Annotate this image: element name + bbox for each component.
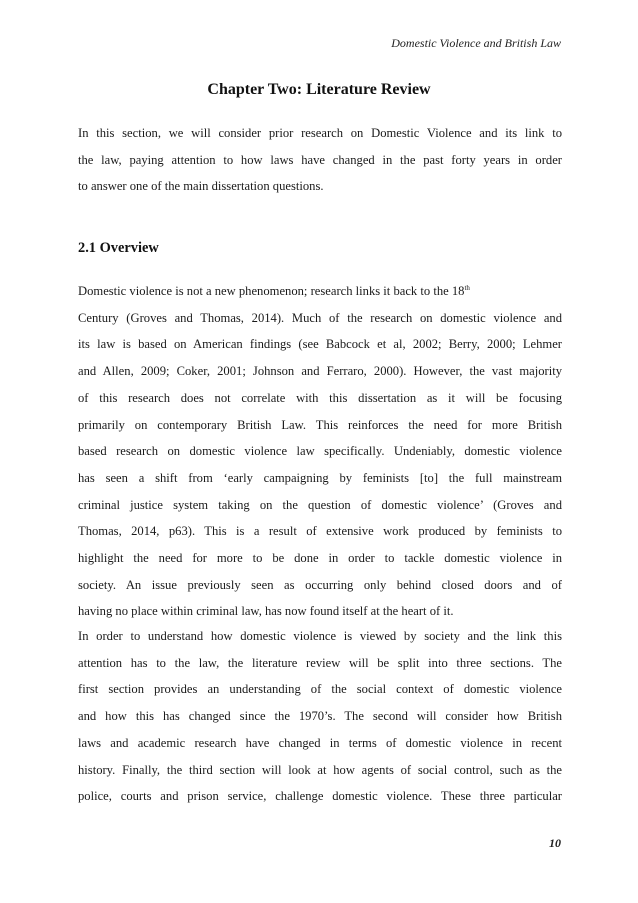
page-number: 10 (549, 836, 561, 850)
paragraph-line: highlight the need for more to be done in order to tackle domestic violence in (78, 551, 562, 566)
overview-paragraph-1 (78, 278, 562, 625)
paragraph-line-text: Domestic violence is not a new phenomenon; research links it back to the 18 (78, 284, 465, 298)
paragraph-line: society. An issue previously seen as occurring only behind closed doors and of (78, 577, 562, 592)
paragraph-line: history. Finally, the third section will look at how agents of social control, such as the (78, 762, 562, 777)
paragraph-line: having no place within criminal law, has now found itself at the heart of it. (78, 604, 454, 619)
paragraph-line: criminal justice system taking on the question of domestic violence’ (Groves and (78, 497, 562, 512)
paragraph-line: Century (Groves and Thomas, 2014). Much of the research on domestic violence and (78, 310, 562, 325)
chapter-title: Chapter Two: Literature Review (207, 81, 431, 98)
intro-paragraph (78, 120, 562, 200)
paragraph-line: police, courts and prison service, challenge domestic violence. These three particular (78, 789, 562, 804)
paragraph-line: its law is based on American findings (see Babcock et al, 2002; Berry, 2000; Lehmer (78, 337, 562, 352)
overview-paragraph-2 (78, 623, 562, 810)
running-header: Domestic Violence and British Law (391, 36, 561, 50)
ordinal-suffix: th (464, 284, 470, 292)
intro-line: to answer one of the main dissertation questions. (78, 179, 324, 194)
paragraph-line: has seen a shift from ‘early campaigning by feminists [to] the full mainstream (78, 470, 562, 485)
paragraph-line: primarily on contemporary British Law. This reinforces the need for more British (78, 417, 562, 432)
paragraph-line: and how this has changed since the 1970’s. The second will consider how British (78, 709, 562, 724)
paragraph-line (78, 278, 562, 305)
paragraph-line: Thomas, 2014, p63). This is a result of extensive work produced by feminists to (78, 524, 562, 539)
paragraph-line: of this research does not correlate with this dissertation as it will be focusing (78, 390, 562, 405)
paragraph-line: attention has to the law, the literature review will be split into three sections. The (78, 655, 562, 670)
paragraph-line: In order to understand how domestic violence is viewed by society and the link this (78, 629, 562, 643)
paragraph-line: and Allen, 2009; Coker, 2001; Johnson and Ferraro, 2000). However, the vast majority (78, 364, 562, 379)
intro-line: the law, paying attention to how laws have changed in the past forty years in order (78, 152, 562, 167)
paragraph-line: laws and academic research have changed in terms of domestic violence in recent (78, 735, 562, 750)
intro-line: In this section, we will consider prior research on Domestic Violence and its link to (78, 126, 562, 140)
section-heading: 2.1 Overview (78, 240, 159, 256)
paragraph-line: based research on domestic violence law specifically. Undeniably, domestic violence (78, 444, 562, 459)
paragraph-line: first section provides an understanding of the social context of domestic violence (78, 682, 562, 697)
